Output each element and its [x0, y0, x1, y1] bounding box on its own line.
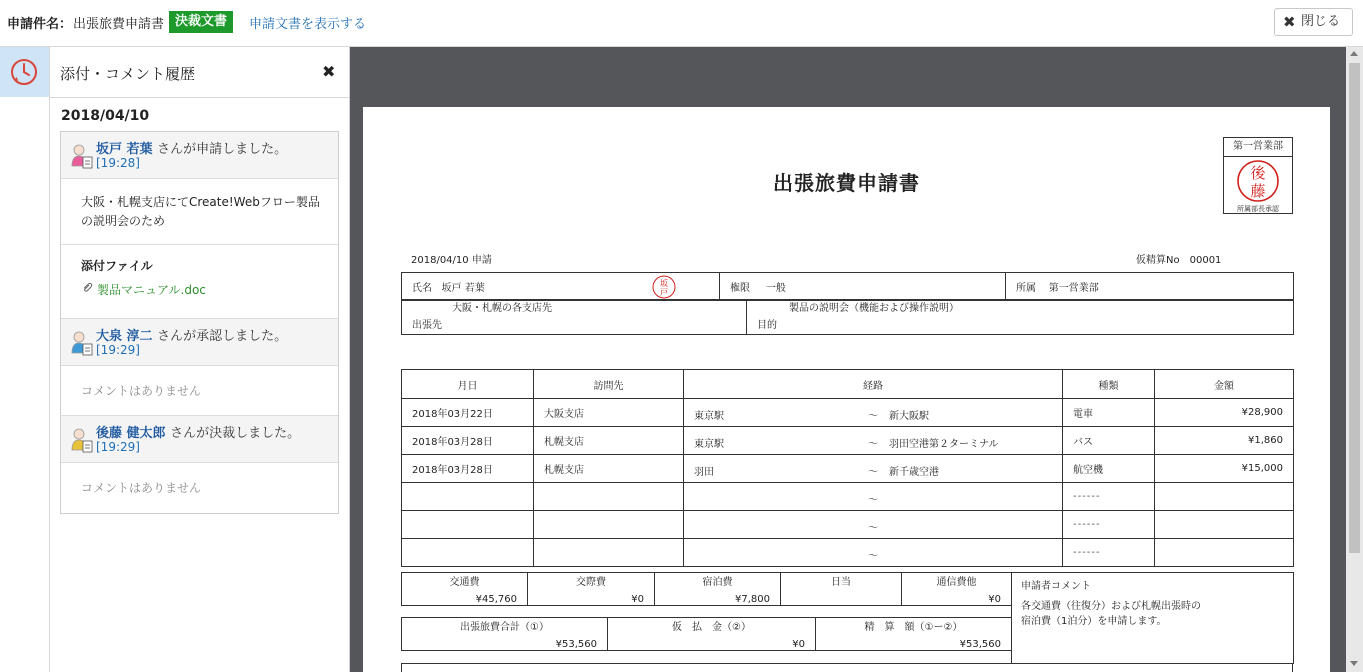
destination-value: 大阪・札幌の各支店先 [452, 303, 552, 314]
row-kind: 電車 [1063, 399, 1155, 427]
next-section-border [401, 663, 1293, 672]
route-to: 新千歳空港 [889, 467, 939, 478]
comment-text: 大阪・札幌支店にてCreate!Webフロー製品の説明会のため [81, 195, 320, 228]
table-row [402, 427, 1294, 455]
stamp-department: 第一営業部 [1224, 138, 1292, 157]
row-amount [1155, 483, 1294, 511]
subject-label: 申請件名： [7, 17, 73, 32]
row-date: 2018年03月22日 [402, 399, 534, 427]
route-separator: 〜 [868, 467, 878, 478]
summary-cell [781, 573, 902, 606]
total-value: ¥53,560 [555, 639, 597, 650]
history-time: [19:29] [96, 343, 140, 357]
subject-name: 出張旅費申請書 [73, 17, 165, 32]
row-place [534, 539, 684, 567]
department-label: 所属 [1016, 283, 1036, 294]
comment-line: 各交通費（往復分）および札幌出張時の [1021, 601, 1201, 612]
scroll-thumb[interactable] [1349, 63, 1360, 553]
history-user-name[interactable] [96, 325, 287, 344]
panel-title: 添付・コメント履歴 [60, 65, 196, 83]
history-time: [19:28] [96, 156, 140, 170]
row-date: 2018年03月28日 [402, 455, 534, 483]
row-place: 大阪支店 [534, 399, 684, 427]
history-panel [50, 47, 350, 672]
row-amount [1155, 539, 1294, 567]
attachment-file-name[interactable]: 製品マニュアル.doc [97, 283, 206, 297]
total-cell [816, 618, 1012, 651]
user-name-text[interactable]: 大泉 淳二 [96, 329, 153, 344]
summary-value: ¥7,800 [735, 594, 770, 605]
row-date [402, 539, 534, 567]
calc-number [1136, 251, 1221, 266]
approval-stamp-box [1223, 137, 1293, 214]
history-entry-header [61, 132, 338, 179]
table-row [402, 539, 1294, 567]
summary-cell [655, 573, 781, 606]
authority-value: 一般 [765, 283, 786, 294]
history-action: さんが承認しました。 [157, 329, 288, 344]
route-separator: 〜 [868, 523, 878, 534]
summary-label: 交際費 [576, 577, 606, 588]
row-place: 札幌支店 [534, 455, 684, 483]
svg-text:後: 後 [1250, 164, 1266, 182]
history-time: [19:29] [96, 440, 140, 454]
user-yellow-icon [71, 428, 94, 454]
history-user-name[interactable] [96, 422, 300, 441]
summary-cell [528, 573, 655, 606]
column-header: 金額 [1155, 370, 1294, 399]
history-action: さんが申請しました。 [157, 142, 288, 157]
expense-items-table [401, 369, 1294, 567]
row-route [684, 427, 1063, 455]
row-kind: 航空機 [1063, 455, 1155, 483]
route-separator: 〜 [868, 411, 878, 422]
no-comment-text: コメントはありません [81, 481, 202, 495]
route-from: 東京駅 [694, 411, 724, 422]
table-row [402, 483, 1294, 511]
attachment-section [61, 245, 338, 319]
comment-line: 宿泊費（1泊分）を申請します。 [1021, 616, 1167, 627]
total-value: ¥0 [792, 639, 805, 650]
table-row [402, 455, 1294, 483]
status-badge: 決裁文書 [169, 11, 233, 33]
row-amount: ¥15,000 [1155, 455, 1294, 483]
history-comment [61, 179, 338, 245]
row-route [684, 539, 1063, 567]
scroll-down-icon[interactable] [1350, 661, 1358, 666]
table-row [402, 511, 1294, 539]
route-to: 新大阪駅 [889, 411, 929, 422]
applicant-name: 坂戸 若葉 [441, 283, 485, 294]
history-entry-header [61, 319, 338, 366]
department-value: 第一営業部 [1048, 283, 1099, 294]
summary-label: 交通費 [449, 577, 480, 588]
total-value: ¥53,560 [959, 639, 1001, 650]
total-cell [608, 618, 816, 651]
user-name-text[interactable]: 坂戸 若葉 [96, 142, 153, 157]
view-document-link[interactable]: 申請文書を表示する [249, 17, 367, 32]
no-comment-text: コメントはありません [81, 384, 202, 398]
row-date [402, 511, 534, 539]
request-date: 2018/04/10 申請 [411, 255, 492, 266]
panel-close-icon[interactable]: ✖ [322, 62, 336, 81]
row-place: 札幌支店 [534, 427, 684, 455]
row-place [534, 483, 684, 511]
summary-value: ¥0 [988, 594, 1001, 605]
table-header-row [402, 370, 1294, 399]
row-date: 2018年03月28日 [402, 427, 534, 455]
purpose-value: 製品の説明会（機能および操作説明） [789, 303, 959, 314]
applicant-cell [402, 273, 720, 301]
applicant-comment-label: 申請者コメント [1021, 581, 1091, 592]
viewer-scrollbar[interactable] [1346, 47, 1363, 672]
summary-label: 日当 [831, 577, 851, 588]
expense-summary-table [401, 572, 1012, 606]
close-button-label: 閉じる [1301, 14, 1341, 29]
totals-table [401, 617, 1012, 651]
row-route [684, 483, 1063, 511]
purpose-label: 目的 [757, 320, 777, 331]
user-pink-icon [71, 144, 94, 170]
row-kind: ------ [1063, 511, 1155, 539]
column-header: 訪問先 [534, 370, 684, 399]
top-bar [0, 0, 1363, 47]
row-amount: ¥28,900 [1155, 399, 1294, 427]
icon-rail [0, 47, 50, 672]
summary-value: ¥45,760 [475, 594, 517, 605]
paperclip-icon [81, 282, 93, 294]
applicant-info-table [401, 272, 1294, 301]
history-comment [61, 463, 338, 513]
user-blue-icon [71, 331, 94, 357]
row-place [534, 511, 684, 539]
summary-cell [902, 573, 1012, 606]
route-separator: 〜 [868, 551, 878, 562]
column-header: 経路 [684, 370, 1063, 399]
history-list [60, 131, 339, 514]
route-from: 東京駅 [694, 439, 724, 450]
applicant-comment-box [1011, 572, 1294, 664]
applicant-comment-text [1021, 599, 1201, 629]
history-user-name[interactable] [96, 138, 287, 157]
total-label: 出張旅費合計（①） [460, 622, 549, 633]
route-from: 羽田 [694, 467, 714, 478]
attachment-label: 添付ファイル [81, 259, 153, 273]
user-name-text[interactable]: 後藤 健太郎 [96, 426, 166, 441]
svg-text:藤: 藤 [1250, 182, 1266, 200]
history-date: 2018/04/10 [61, 108, 150, 124]
route-separator: 〜 [868, 439, 878, 450]
applicant-seal [652, 275, 676, 299]
purpose-cell [747, 300, 1294, 335]
close-button[interactable] [1274, 8, 1353, 36]
scroll-up-icon[interactable] [1350, 51, 1358, 56]
document-page [363, 107, 1330, 672]
history-clock-icon [0, 47, 49, 97]
authority-label: 権限 [730, 283, 750, 294]
row-route [684, 511, 1063, 539]
history-action: さんが決裁しました。 [170, 426, 301, 441]
table-row [402, 399, 1294, 427]
close-icon: ✖ [1283, 13, 1296, 31]
destination-table [401, 299, 1294, 335]
row-route [684, 455, 1063, 483]
svg-text:坂: 坂 [660, 279, 668, 288]
row-amount: ¥1,860 [1155, 427, 1294, 455]
row-date [402, 483, 534, 511]
column-header: 月日 [402, 370, 534, 399]
svg-text:戸: 戸 [660, 288, 668, 297]
summary-cell [402, 573, 528, 606]
row-amount [1155, 511, 1294, 539]
row-route [684, 399, 1063, 427]
panel-header [50, 47, 349, 98]
history-entry-header [61, 416, 338, 463]
calc-value: 00001 [1189, 255, 1222, 266]
calc-label: 仮精算No [1136, 255, 1180, 266]
department-cell [1006, 273, 1294, 301]
approval-seal [1224, 158, 1292, 204]
stamp-footer: 所属部長承認 [1237, 205, 1279, 213]
route-separator: 〜 [868, 495, 878, 506]
applicant-label: 氏名 [412, 283, 432, 294]
row-kind: ------ [1063, 483, 1155, 511]
attachment-file-link[interactable] [81, 281, 206, 298]
application-title [7, 13, 164, 32]
authority-cell [720, 273, 1006, 301]
history-comment [61, 366, 338, 416]
row-kind: ------ [1063, 539, 1155, 567]
summary-value: ¥0 [631, 594, 644, 605]
route-to: 羽田空港第２ターミナル [889, 439, 999, 450]
destination-label: 出張先 [412, 320, 442, 331]
total-cell [402, 618, 608, 651]
summary-label: 通信費他 [936, 577, 977, 588]
column-header: 種類 [1063, 370, 1155, 399]
summary-label: 宿泊費 [702, 577, 733, 588]
destination-cell [402, 300, 747, 335]
total-label: 仮 払 金（②） [672, 622, 751, 633]
document-title: 出張旅費申請書 [773, 171, 920, 195]
total-label: 精 算 額（①ー②） [864, 622, 963, 633]
history-tab[interactable] [0, 47, 49, 97]
row-kind: バス [1063, 427, 1155, 455]
